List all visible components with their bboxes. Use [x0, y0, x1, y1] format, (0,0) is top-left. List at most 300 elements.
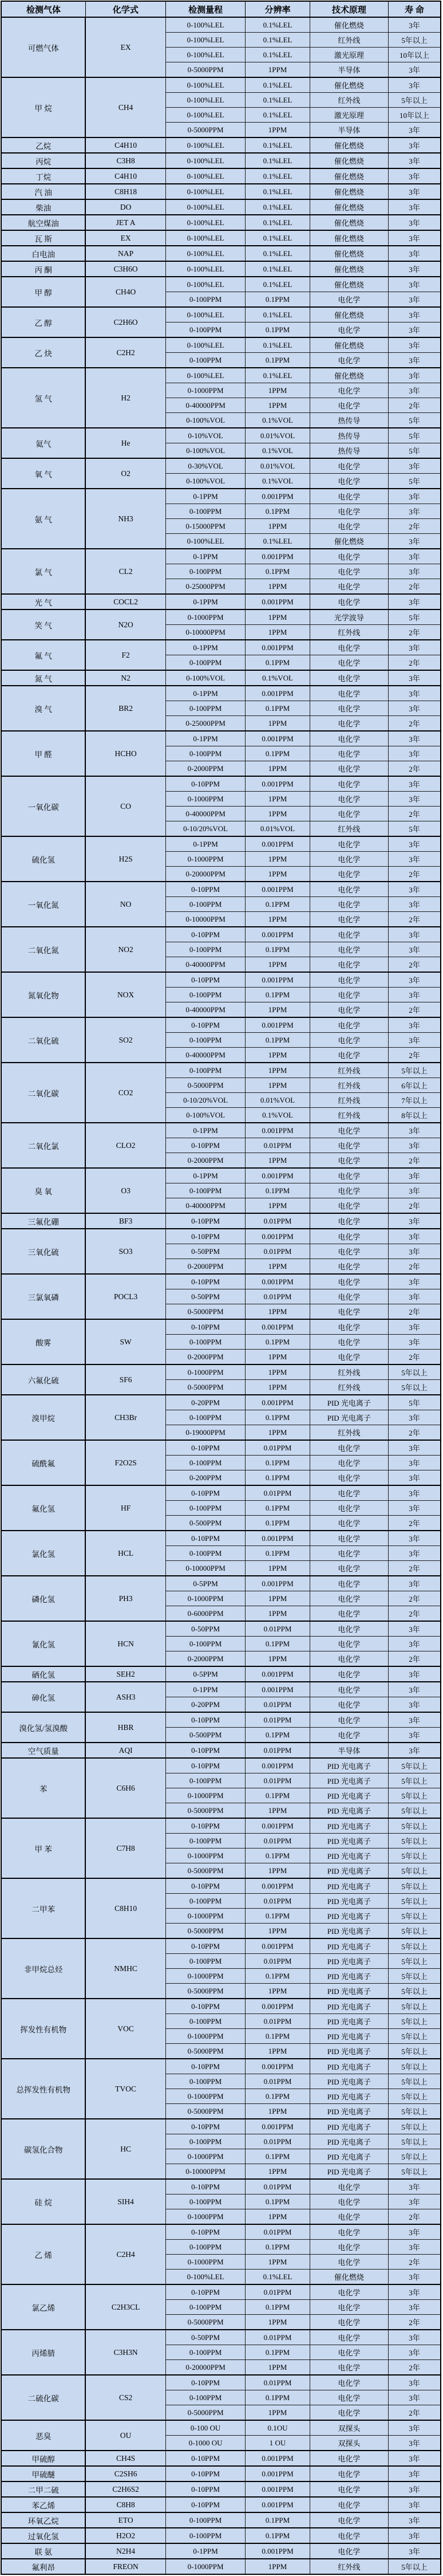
resolution-cell: 0.001PPM	[246, 776, 310, 792]
formula-cell: C4H10	[85, 137, 165, 153]
principle-cell: 电化学	[310, 2390, 388, 2405]
lifespan-cell: 3年	[389, 123, 441, 138]
lifespan-cell: 2年	[389, 1048, 441, 1063]
range-cell: 0-10PPM	[165, 2481, 246, 2497]
resolution-cell: 0.1PPM	[246, 2089, 310, 2104]
table-row	[1, 199, 441, 215]
formula-cell: SO2	[85, 1017, 165, 1063]
range-cell: 0-100PPM	[165, 1063, 246, 1078]
formula-cell: C8H8	[85, 2497, 165, 2512]
resolution-cell: 0.1%LEL	[246, 307, 310, 323]
lifespan-cell: 5年	[389, 413, 441, 428]
lifespan-cell: 3年	[389, 701, 441, 716]
table-row	[1, 2224, 441, 2240]
range-cell: 0-1000PPM	[165, 2149, 246, 2164]
lifespan-cell: 3年	[389, 1501, 441, 1516]
lifespan-cell: 3年	[389, 2224, 441, 2240]
range-cell: 0-100%LEL	[165, 33, 246, 48]
lifespan-cell: 3年	[389, 1470, 441, 1486]
range-cell: 0-100%VOL	[165, 670, 246, 686]
gas-name-cell: 二氧化氮	[1, 927, 85, 972]
lifespan-cell: 3年	[389, 1274, 441, 1289]
range-cell: 0-100%VOL	[165, 413, 246, 428]
header-formula: 化学式	[85, 1, 165, 17]
resolution-cell: 0.1%VOL	[246, 443, 310, 459]
resolution-cell: 0.001PPM	[246, 594, 310, 609]
range-cell: 0-1PPM	[165, 640, 246, 655]
gas-name-cell: 溴化氢/氢溴酸	[1, 1712, 85, 1743]
lifespan-cell: 2年	[389, 2405, 441, 2421]
resolution-cell: 0.1%LEL	[246, 108, 310, 123]
resolution-cell: 0.1PPM	[246, 2149, 310, 2164]
table-row	[1, 1938, 441, 1954]
gas-name-cell: 环氧乙烷	[1, 2512, 85, 2528]
gas-name-cell: 氦气	[1, 428, 85, 458]
resolution-cell: 0.001PPM	[246, 1666, 310, 1682]
lifespan-cell: 2年	[389, 1516, 441, 1531]
resolution-cell: 0.001PPM	[246, 1682, 310, 1697]
range-cell: 0-10PPM	[165, 1213, 246, 1229]
gas-name-cell: 二氧化碳	[1, 1063, 85, 1123]
table-row	[1, 1229, 441, 1244]
table-row	[1, 1440, 441, 1456]
table-row	[1, 2330, 441, 2345]
principle-cell: PID 光电离子	[310, 2104, 388, 2119]
table-row	[1, 215, 441, 230]
lifespan-cell: 3年	[389, 458, 441, 474]
range-cell: 0-40000PPM	[165, 1198, 246, 1214]
resolution-cell: 0.1PPM	[246, 1033, 310, 1048]
principle-cell: PID 光电离子	[310, 2134, 388, 2149]
gas-name-cell: 臭 氧	[1, 1168, 85, 1213]
table-row	[1, 640, 441, 655]
resolution-cell: 0.1%LEL	[246, 337, 310, 353]
resolution-cell: 0.1PPM	[246, 897, 310, 912]
range-cell: 0-1000PPM	[165, 1909, 246, 1924]
table-row	[1, 428, 441, 443]
principle-cell: PID 光电离子	[310, 1834, 388, 1849]
formula-cell: EX	[85, 230, 165, 246]
lifespan-cell: 5年以上	[389, 1938, 441, 1954]
resolution-cell: 0.01%VOL	[246, 1093, 310, 1108]
range-cell: 0-10PPM	[165, 927, 246, 942]
lifespan-cell: 3年	[389, 1682, 441, 1697]
table-row	[1, 1758, 441, 1773]
lifespan-cell: 5年以上	[389, 1063, 441, 1078]
lifespan-cell: 3年	[389, 1289, 441, 1304]
range-cell: 0-2000PPM	[165, 1259, 246, 1275]
principle-cell: 电化学	[310, 1546, 388, 1561]
table-row	[1, 1017, 441, 1033]
range-cell: 0-100PPM	[165, 1954, 246, 1969]
resolution-cell: 1PPM	[246, 1153, 310, 1169]
resolution-cell: 1PPM	[246, 1304, 310, 1320]
principle-cell: 红外线	[310, 93, 388, 108]
formula-cell: F2O2S	[85, 1440, 165, 1485]
principle-cell: 双探头	[310, 2436, 388, 2451]
gas-name-cell: 甲 苯	[1, 1818, 85, 1878]
principle-cell: 电化学	[310, 1531, 388, 1546]
formula-cell: EX	[85, 17, 165, 77]
range-cell: 0-10PPM	[165, 882, 246, 897]
lifespan-cell: 3年	[389, 1456, 441, 1470]
principle-cell: PID 光电离子	[310, 2074, 388, 2089]
lifespan-cell: 3年	[389, 504, 441, 519]
lifespan-cell: 8年以上	[389, 1108, 441, 1123]
gas-name-cell: 甲硫醚	[1, 2466, 85, 2481]
resolution-cell: 0.01PPM	[246, 1485, 310, 1501]
range-cell: 0-100%LEL	[165, 93, 246, 108]
principle-cell: 电化学	[310, 1440, 388, 1456]
formula-cell: CH4O	[85, 277, 165, 307]
table-row	[1, 731, 441, 746]
resolution-cell: 1PPM	[246, 716, 310, 731]
formula-cell: He	[85, 428, 165, 458]
lifespan-cell: 3年	[389, 17, 441, 33]
gas-name-cell: 氟 气	[1, 640, 85, 670]
lifespan-cell: 5年以上	[389, 2014, 441, 2029]
range-cell: 0-10PPM	[165, 1531, 246, 1546]
gas-name-cell: 汽 油	[1, 184, 85, 199]
formula-cell: C3H3N	[85, 2330, 165, 2375]
range-cell: 0-1PPM	[165, 1123, 246, 1138]
principle-cell: 催化燃烧	[310, 277, 388, 292]
principle-cell: 激光原理	[310, 108, 388, 123]
resolution-cell: 0.1PPM	[246, 2240, 310, 2255]
gas-name-cell: 一氧化碳	[1, 776, 85, 836]
principle-cell: 电化学	[310, 1576, 388, 1591]
formula-cell: NAP	[85, 246, 165, 261]
principle-cell: 电化学	[310, 1274, 388, 1289]
resolution-cell: 0.1PPM	[246, 323, 310, 338]
principle-cell: 电化学	[310, 594, 388, 609]
range-cell: 0-19000PPM	[165, 1425, 246, 1441]
range-cell: 0-100PPM	[165, 1546, 246, 1561]
table-row	[1, 489, 441, 504]
range-cell: 0-1000PPM	[165, 609, 246, 625]
range-cell: 0-100%LEL	[165, 230, 246, 246]
principle-cell: PID 光电离子	[310, 1803, 388, 1819]
resolution-cell: 1PPM	[246, 957, 310, 973]
gas-name-cell: 甲 烷	[1, 77, 85, 137]
resolution-cell: 0.1PPM	[246, 2194, 310, 2209]
gas-name-cell: 瓦 斯	[1, 230, 85, 246]
principle-cell: PID 光电离子	[310, 1878, 388, 1894]
range-cell: 0-10PPM	[165, 1485, 246, 1501]
range-cell: 0-500PPM	[165, 1728, 246, 1743]
principle-cell: 电化学	[310, 2224, 388, 2240]
lifespan-cell: 3年	[389, 307, 441, 323]
lifespan-cell: 3年	[389, 549, 441, 564]
principle-cell: 电化学	[310, 867, 388, 882]
lifespan-cell: 2年	[389, 1606, 441, 1622]
range-cell: 0-1PPM	[165, 2543, 246, 2559]
principle-cell: 红外线	[310, 821, 388, 837]
principle-cell: 电化学	[310, 927, 388, 942]
lifespan-cell: 3年	[389, 2466, 441, 2481]
range-cell: 0-10PPM	[165, 1017, 246, 1033]
resolution-cell: 0.1PPM	[246, 1909, 310, 1924]
formula-cell: DO	[85, 199, 165, 215]
resolution-cell: 1PPM	[246, 1078, 310, 1093]
principle-cell: 催化燃烧	[310, 261, 388, 277]
lifespan-cell: 5年以上	[389, 1894, 441, 1909]
lifespan-cell: 3年	[389, 323, 441, 338]
range-cell: 0-10PPM	[165, 1440, 246, 1456]
principle-cell: 电化学	[310, 1682, 388, 1697]
range-cell: 0-100%LEL	[165, 199, 246, 215]
formula-cell: POCL3	[85, 1274, 165, 1319]
lifespan-cell: 3年	[389, 534, 441, 549]
principle-cell: 电化学	[310, 458, 388, 474]
table-row	[1, 670, 441, 686]
principle-cell: 电化学	[310, 2240, 388, 2255]
table-row	[1, 549, 441, 564]
principle-cell: 催化燃烧	[310, 307, 388, 323]
lifespan-cell: 2年	[389, 2255, 441, 2270]
resolution-cell: 0.1PPM	[246, 1470, 310, 1486]
formula-cell: HCHO	[85, 731, 165, 776]
range-cell: 0-100PPM	[165, 2345, 246, 2360]
lifespan-cell: 3年	[389, 972, 441, 988]
lifespan-cell: 3年	[389, 2179, 441, 2194]
formula-cell: ETO	[85, 2512, 165, 2528]
range-cell: 0-5000PPM	[165, 1984, 246, 1999]
lifespan-cell: 3年	[389, 2528, 441, 2543]
principle-cell: 电化学	[310, 1637, 388, 1651]
resolution-cell: 0.1PPM	[246, 564, 310, 579]
resolution-cell: 0.01PPM	[246, 2224, 310, 2240]
principle-cell: 双探头	[310, 2420, 388, 2436]
principle-cell: 电化学	[310, 1259, 388, 1275]
resolution-cell: 0.01PPM	[246, 2330, 310, 2345]
principle-cell: 电化学	[310, 323, 388, 338]
principle-cell: 电化学	[310, 972, 388, 988]
range-cell: 0-1PPM	[165, 686, 246, 701]
table-row	[1, 368, 441, 383]
resolution-cell: 0.1PPM	[246, 746, 310, 761]
range-cell: 0-10PPM	[165, 1818, 246, 1834]
range-cell: 0-100PPM	[165, 2528, 246, 2543]
lifespan-cell: 3年	[389, 852, 441, 867]
resolution-cell: 1PPM	[246, 1591, 310, 1606]
resolution-cell: 1PPM	[246, 62, 310, 78]
principle-cell: 电化学	[310, 1621, 388, 1637]
resolution-cell: 0.01PPM	[246, 2284, 310, 2300]
header-range: 检测量程	[165, 1, 246, 17]
lifespan-cell: 5年以上	[389, 2089, 441, 2104]
table-row	[1, 2543, 441, 2559]
lifespan-cell: 2年	[389, 716, 441, 731]
resolution-cell: 0.001PPM	[246, 489, 310, 504]
resolution-cell: 0.1PPM	[246, 701, 310, 716]
range-cell: 0-100PPM	[165, 1456, 246, 1470]
resolution-cell: 1PPM	[246, 2255, 310, 2270]
formula-cell: HF	[85, 1485, 165, 1531]
resolution-cell: 0.1PPM	[246, 2300, 310, 2315]
lifespan-cell: 2年	[389, 761, 441, 777]
formula-cell: C2H3CL	[85, 2284, 165, 2330]
lifespan-cell: 3年	[389, 1319, 441, 1335]
principle-cell: 电化学	[310, 2330, 388, 2345]
table-row	[1, 1712, 441, 1728]
gas-name-cell: 过氧化氢	[1, 2528, 85, 2543]
lifespan-cell: 2年	[389, 807, 441, 821]
lifespan-cell: 3年	[389, 2300, 441, 2315]
formula-cell: SF6	[85, 1364, 165, 1395]
table-row	[1, 2284, 441, 2300]
gas-name-cell: 甲 醇	[1, 277, 85, 307]
lifespan-cell: 5年以上	[389, 2119, 441, 2134]
range-cell: 0-100PPM	[165, 1335, 246, 1350]
principle-cell: PID 光电离子	[310, 1849, 388, 1863]
range-cell: 0-20000PPM	[165, 2360, 246, 2376]
resolution-cell: 1PPM	[246, 1984, 310, 1999]
formula-cell: C3H6O	[85, 261, 165, 277]
principle-cell: 红外线	[310, 1063, 388, 1078]
lifespan-cell: 3年	[389, 686, 441, 701]
resolution-cell: 0.1%LEL	[246, 534, 310, 549]
resolution-cell: 0.1%LEL	[246, 246, 310, 261]
formula-cell: C8H18	[85, 184, 165, 199]
formula-cell: SO3	[85, 1229, 165, 1274]
range-cell: 0-100%LEL	[165, 137, 246, 153]
table-row	[1, 246, 441, 261]
principle-cell: 电化学	[310, 398, 388, 413]
resolution-cell: 0.1%LEL	[246, 277, 310, 292]
table-row	[1, 2420, 441, 2436]
lifespan-cell: 3年	[389, 594, 441, 609]
table-row	[1, 1123, 441, 1138]
resolution-cell: 0.001PPM	[246, 1123, 310, 1138]
page	[0, 1, 443, 2575]
principle-cell: 电化学	[310, 1712, 388, 1728]
range-cell: 0-100%VOL	[165, 1108, 246, 1123]
range-cell: 0-100PPM	[165, 2134, 246, 2149]
range-cell: 0-100%LEL	[165, 307, 246, 323]
lifespan-cell: 2年	[389, 625, 441, 640]
range-cell: 0-1PPM	[165, 594, 246, 609]
gas-name-cell: 非甲烷总烃	[1, 1938, 85, 1999]
range-cell: 0-10PPM	[165, 2179, 246, 2194]
table-row	[1, 1531, 441, 1546]
principle-cell: 催化燃烧	[310, 199, 388, 215]
lifespan-cell: 3年	[389, 1033, 441, 1048]
formula-cell: C8H10	[85, 1878, 165, 1938]
lifespan-cell: 3年	[389, 2345, 441, 2360]
table-row	[1, 168, 441, 184]
formula-cell: CO2	[85, 1063, 165, 1123]
table-row	[1, 1818, 441, 1834]
range-cell: 0-50PPM	[165, 2330, 246, 2345]
resolution-cell: 1PPM	[246, 609, 310, 625]
principle-cell: 电化学	[310, 2466, 388, 2481]
range-cell: 0-10PPM	[165, 1758, 246, 1773]
range-cell: 0-10PPM	[165, 2466, 246, 2481]
lifespan-cell: 5年以上	[389, 1364, 441, 1380]
principle-cell: 电化学	[310, 852, 388, 867]
range-cell: 0-10000PPM	[165, 912, 246, 927]
resolution-cell: 0.1PPM	[246, 1335, 310, 1350]
formula-cell: CLO2	[85, 1123, 165, 1168]
resolution-cell: 1PPM	[246, 383, 310, 398]
formula-cell: C7H8	[85, 1818, 165, 1878]
lifespan-cell: 5年以上	[389, 1878, 441, 1894]
lifespan-cell: 3年	[389, 337, 441, 353]
resolution-cell: 1PPM	[246, 912, 310, 927]
range-cell: 0-1PPM	[165, 1168, 246, 1183]
lifespan-cell: 5年以上	[389, 1803, 441, 1819]
principle-cell: PID 光电离子	[310, 1758, 388, 1773]
range-cell: 0-1PPM	[165, 489, 246, 504]
range-cell: 0-100%VOL	[165, 443, 246, 459]
lifespan-cell: 3年	[389, 1229, 441, 1244]
resolution-cell: 0.1%LEL	[246, 33, 310, 48]
table-row	[1, 1063, 441, 1078]
resolution-cell: 0.1PPM	[246, 1849, 310, 1863]
principle-cell: 催化燃烧	[310, 534, 388, 549]
principle-cell: 电化学	[310, 1456, 388, 1470]
gas-name-cell: 光 气	[1, 594, 85, 609]
principle-cell: 催化燃烧	[310, 337, 388, 353]
gas-name-cell: 苯	[1, 1758, 85, 1818]
gas-name-cell: 氟利昂	[1, 2559, 85, 2574]
gas-name-cell: 碳氢化合物	[1, 2119, 85, 2179]
formula-cell: N2O	[85, 609, 165, 640]
principle-cell: 电化学	[310, 383, 388, 398]
range-cell: 0-40000PPM	[165, 807, 246, 821]
resolution-cell: 0.001PPM	[246, 1938, 310, 1954]
gas-name-cell: 二甲苯	[1, 1878, 85, 1938]
resolution-cell: 0.01PPM	[246, 1712, 310, 1728]
principle-cell: 催化燃烧	[310, 184, 388, 199]
resolution-cell: 0.01PPM	[246, 2134, 310, 2149]
principle-cell: PID 光电离子	[310, 1818, 388, 1834]
principle-cell: 电化学	[310, 2284, 388, 2300]
resolution-cell: 0.01PPM	[246, 1244, 310, 1259]
resolution-cell: 0.01PPM	[246, 1213, 310, 1229]
resolution-cell: 0.001PPM	[246, 972, 310, 988]
lifespan-cell: 5年以上	[389, 1909, 441, 1924]
resolution-cell: 0.1PPM	[246, 292, 310, 308]
gas-name-cell: 氢 气	[1, 368, 85, 428]
principle-cell: PID 光电离子	[310, 2029, 388, 2044]
table-row	[1, 307, 441, 323]
resolution-cell: 0.1%LEL	[246, 215, 310, 230]
range-cell: 0-100PPM	[165, 701, 246, 716]
lifespan-cell: 2年	[389, 1198, 441, 1214]
formula-cell: OU	[85, 2420, 165, 2451]
resolution-cell: 0.1PPM	[246, 1410, 310, 1425]
table-row	[1, 836, 441, 852]
lifespan-cell: 5年以上	[389, 33, 441, 48]
formula-cell: C2H4	[85, 2224, 165, 2284]
range-cell: 0-10/20%VOL	[165, 1093, 246, 1108]
lifespan-cell: 3年	[389, 1546, 441, 1561]
range-cell: 0-5000PPM	[165, 1863, 246, 1879]
resolution-cell: 0.1PPM	[246, 1546, 310, 1561]
resolution-cell: 0.1PPM	[246, 1969, 310, 1984]
resolution-cell: 0.001PPM	[246, 1319, 310, 1335]
formula-cell: C2SH6	[85, 2466, 165, 2481]
range-cell: 0-100%LEL	[165, 17, 246, 33]
resolution-cell: 0.01PPM	[246, 1440, 310, 1456]
lifespan-cell: 3年	[389, 1576, 441, 1591]
principle-cell: 电化学	[310, 836, 388, 852]
resolution-cell: 0.01PPM	[246, 1138, 310, 1153]
range-cell: 0-10PPM	[165, 1319, 246, 1335]
table-row	[1, 1743, 441, 1758]
